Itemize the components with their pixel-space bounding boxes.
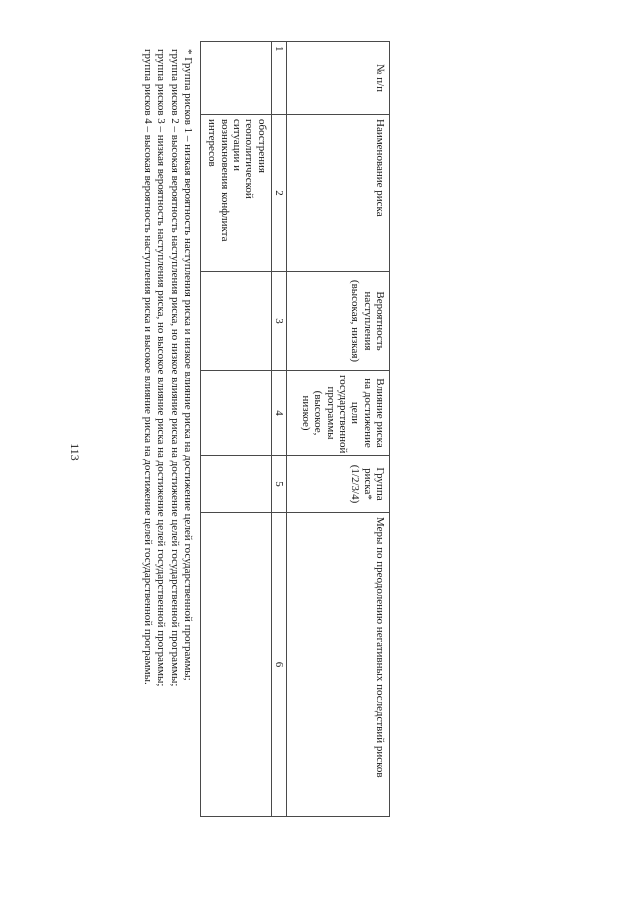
header-number: № п/п (287, 42, 390, 115)
impact-cell (200, 371, 271, 456)
table-header-row (287, 42, 390, 817)
column-number: 3 (271, 272, 286, 371)
column-number: 6 (271, 513, 286, 817)
column-number: 5 (271, 456, 286, 513)
rotated-page-content (90, 41, 390, 841)
row-number-cell (200, 42, 271, 115)
column-number: 4 (271, 371, 286, 456)
footnote-line: группа рисков 4 – высокая вероятность наступления риска и высокое влияние риска на достижение целей государственной программы. (141, 49, 154, 685)
header-probability: Вероятность наступления (высокая, низкая) (287, 272, 390, 371)
risk-group-cell (200, 456, 271, 513)
footnote-line: группа рисков 3 – низкая вероятность наступления риска, но высокое влияние риска на достижение целей государственной программы; (155, 49, 168, 687)
risk-table (200, 41, 390, 817)
risk-name-text: обострения геополитической ситуации и возникновения конфликта интересов (206, 119, 268, 242)
footnotes (140, 49, 194, 839)
measures-cell (200, 513, 271, 817)
column-number: 1 (271, 42, 286, 115)
risk-name-cell (200, 115, 271, 272)
header-impact: Влияние риска на достижение цели государственной программы (высокое, низкое) (287, 371, 390, 456)
header-risk-name: Наименование риска (287, 115, 390, 272)
column-number-row (271, 42, 286, 817)
column-number: 2 (271, 115, 286, 272)
probability-cell (200, 272, 271, 371)
header-measures: Меры по преодолению негативных последствий рисков (287, 513, 390, 817)
page-number: 113 (68, 443, 82, 461)
table-row (200, 42, 271, 817)
header-risk-group: Группа риска* (1/2/3/4) (287, 456, 390, 513)
footnote-line: * Группа рисков 1 – низкая вероятность наступления риска и низкое влияние риска на достижение целей государственной программы; (182, 49, 194, 681)
footnote-line: группа рисков 2 – высокая вероятность наступления риска, но низкое влияние риска на достижение целей государственной программы; (168, 49, 181, 687)
